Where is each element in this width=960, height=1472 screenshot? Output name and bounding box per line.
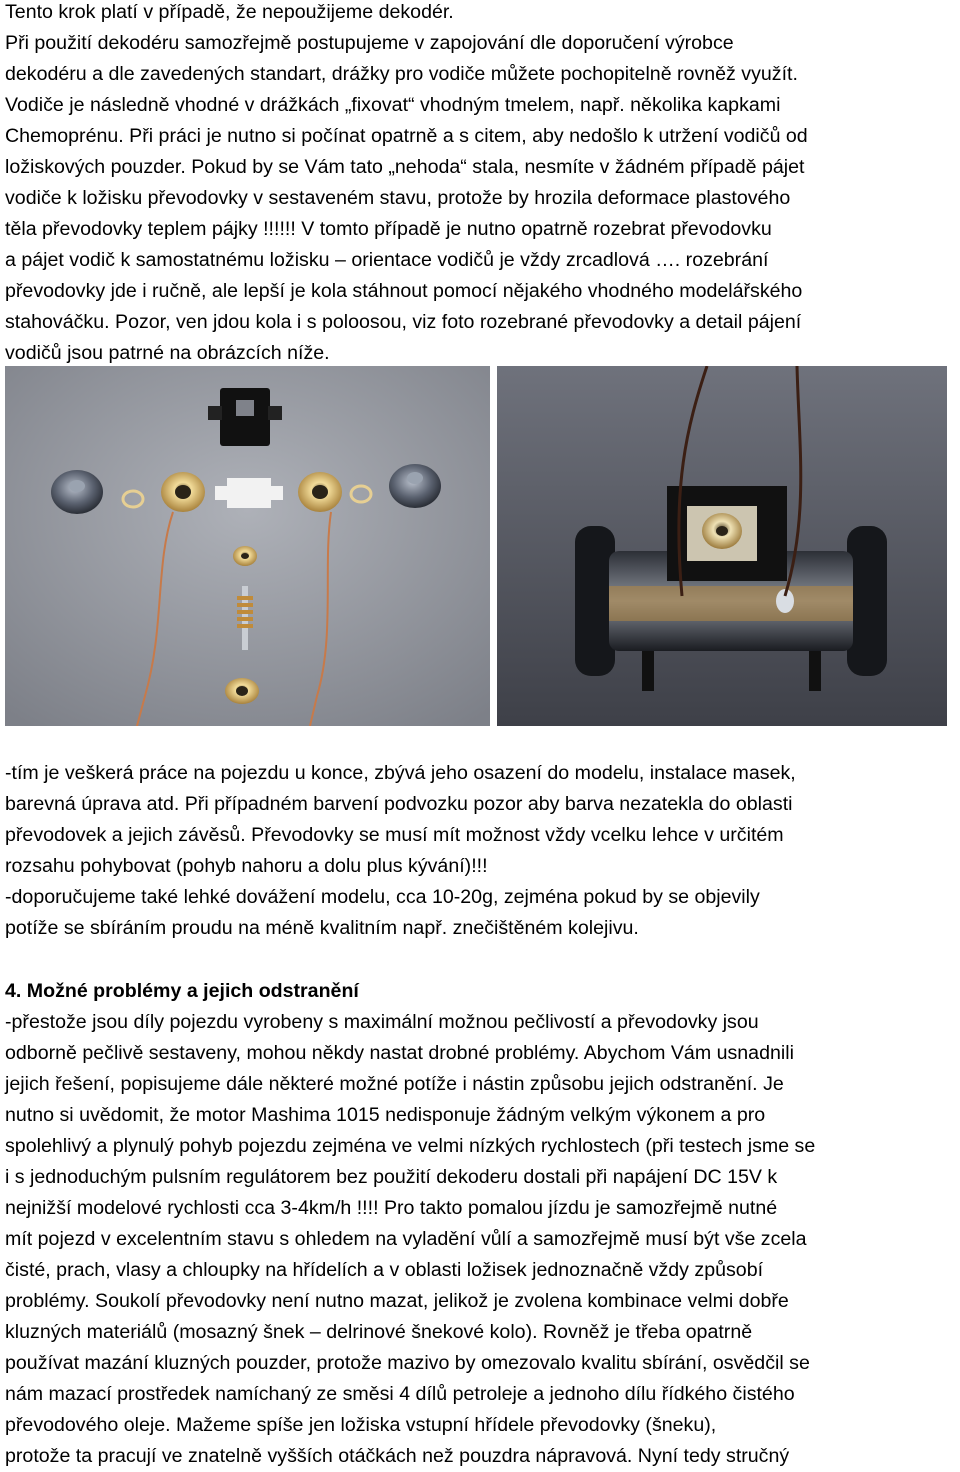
text-line: nám mazací prostředek namíchaný ze směsi 4 dílů petroleje a jednoho dílu řídkého čistého [5,1383,795,1405]
finish-paragraph [5,758,957,944]
soldered-wires-detail-photo [497,366,947,726]
text-line: používat mazání kluzných pouzder, protože mazivo by omezovalo kvalitu sbírání, osvědčil se [5,1352,810,1374]
text-line: barevná úprava atd. Při případném barvení podvozku pozor aby barva nezatekla do oblasti [5,793,793,815]
text-line: vodičů jsou patrné na obrázcích níže. [5,342,330,364]
text-line: -doporučujeme také lehké dovážení modelu, cca 10-20g, zejména pokud by se objevily [5,886,760,908]
text-line: dekodéru a dle zavedených standart, drážky pro vodiče můžete pochopitelně rovněž využít. [5,63,798,85]
text-line: Vodiče je následně vhodné v drážkách „fixovat“ vhodným tmelem, např. několika kapkami [5,94,781,116]
text-line: vodiče k ložisku převodovky v sestaveném stavu, protože by hrozila deformace plastového [5,187,791,209]
intro-paragraph [5,0,957,369]
text-line: mít pojezd v excelentním stavu s ohledem na vyladění vůlí a samozřejmě musí být vše zcela [5,1228,807,1250]
text-line: převodovky jde i ručně, ale lepší je kola stáhnout pomocí nějakého vhodného modelářského [5,280,803,302]
text-line: čisté, prach, vlasy a chloupky na hřídelích a v oblasti ložisek jednoznačně vždy způsobí [5,1259,764,1281]
text-line: problémy. Soukolí převodovky není nutno mazat, jelikož je zvolena kombinace velmi dobře [5,1290,789,1312]
disassembled-gearbox-photo [5,366,490,726]
text-line: těla převodovky teplem pájky !!!!!! V tomto případě je nutno opatrně rozebrat převodovku [5,218,772,240]
text-line: -tím je veškerá práce na pojezdu u konce, zbývá jeho osazení do modelu, instalace masek, [5,762,796,784]
text-line: spolehlivý a plynulý pohyb pojezdu zejména ve velmi nízkých rychlostech (při testech jsme se [5,1135,816,1157]
text-line: převodového oleje. Mažeme spíše jen ložiska vstupní hřídele převodovky (šneku), [5,1414,717,1436]
text-line: Chemoprénu. Při práci je nutno si počínat opatrně a s citem, aby nedošlo k utržení vodičů od [5,125,808,147]
section-heading: 4. Možné problémy a jejich odstranění [5,980,359,1002]
text-line: převodovek a jejich závěsů. Převodovky se musí mít možnost vždy vcelku lehce v určitém [5,824,784,846]
text-line: a pájet vodič k samostatnému ložisku – orientace vodičů je vždy zrcadlová …. rozebrání [5,249,769,271]
text-line: Při použití dekodéru samozřejmě postupujeme v zapojování dle doporučení výrobce [5,32,734,54]
text-line: -přestože jsou díly pojezdu vyrobeny s maximální možnou pečlivostí a převodovky jsou [5,1011,759,1033]
text-line: rozsahu pohybovat (pohyb nahoru a dolu plus kývání)!!! [5,855,488,877]
text-line: protože ta pracují ve znatelně vyšších otáčkách než pouzdra nápravová. Nyní tedy stručný [5,1445,790,1467]
text-line: odborně pečlivě sestaveny, mohou někdy nastat drobné problémy. Abychom Vám usnadnili [5,1042,794,1064]
text-line: potíže se sbíráním proudu na méně kvalitním např. znečištěném kolejivu. [5,917,639,939]
text-line: jejich řešení, popisujeme dále některé možné potíže i nástin způsobu jejich odstranění. Je [5,1073,784,1095]
text-line: Tento krok platí v případě, že nepoužijeme dekodér. [5,1,454,23]
text-line: kluzných materiálů (mosazný šnek – delrinové šnekové kolo). Rovněž je třeba opatrně [5,1321,753,1343]
text-line: ložiskových pouzder. Pokud by se Vám tato „nehoda“ stala, nesmíte v žádném případě pájet [5,156,805,178]
problems-paragraph [5,1007,957,1472]
text-line: nejnižší modelové rychlosti cca 3-4km/h !!!! Pro takto pomalou jízdu je samozřejmě nutné [5,1197,778,1219]
text-line: stahováčku. Pozor, ven jdou kola i s poloosou, viz foto rozebrané převodovky a detail pájení [5,311,802,333]
text-line: nutno si uvědomit, že motor Mashima 1015 nedisponuje žádným velkým výkonem a pro [5,1104,766,1126]
text-line: i s jednoduchým pulsním regulátorem bez použití dekoderu dostali při napájení DC 15V k [5,1166,778,1188]
